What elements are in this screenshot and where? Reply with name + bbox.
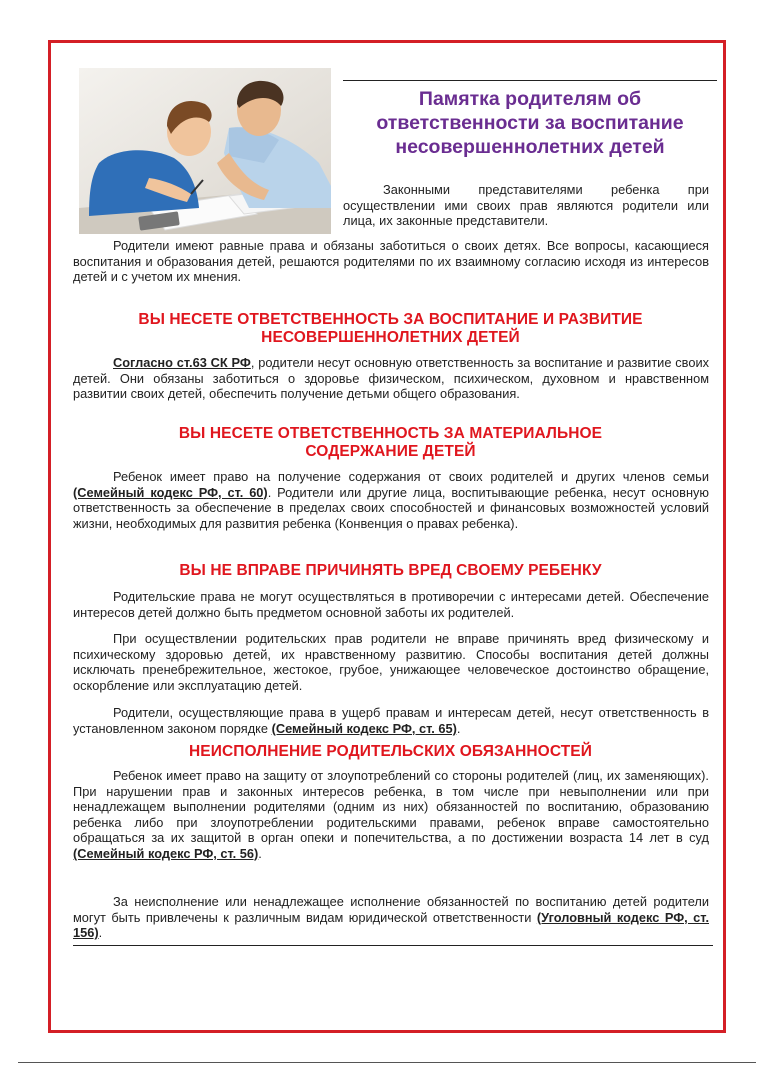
section2-law-reference: (Семейный кодекс РФ, ст. 60) (73, 484, 268, 500)
section1-law-reference: Согласно ст.63 СК РФ (113, 355, 251, 370)
section4-heading-text: НЕИСПОЛНЕНИЕ РОДИТЕЛЬСКИХ ОБЯЗАННОСТЕЙ (189, 743, 592, 760)
section1-heading-line-1: ВЫ НЕСЕТЕ ОТВЕТСТВЕННОСТЬ ЗА ВОСПИТАНИЕ И РАЗВИТИЕ (138, 311, 643, 328)
section3-heading-text: ВЫ НЕ ВПРАВЕ ПРИЧИНЯТЬ ВРЕД СВОЕМУ РЕБЕНКУ (179, 562, 602, 579)
section3-heading (73, 562, 708, 580)
section2-heading-line-1: ВЫ НЕСЕТЕ ОТВЕТСТВЕННОСТЬ ЗА МАТЕРИАЛЬНОЕ (178, 425, 603, 442)
title-line-2: ответственности за воспитание (376, 112, 684, 134)
section2-text-after: . Родители или другие лица, воспитывающие ребенка, несут основную ответственность за обеспечение в пределах своих способностей и финансовых возможностей условий жизни, необходимых для развития ребенка (Конвенция о правах ребенка). (73, 484, 710, 531)
section4-p2-before: За неисполнение или ненадлежащее исполнение обязанностей по воспитанию детей родители могут быть привлечены к различным видам юридической ответственности (73, 894, 709, 925)
homework-illustration (79, 68, 331, 234)
memo-frame (48, 40, 726, 1033)
section4-law-reference-2: (Уголовный кодекс РФ, ст. 156) (73, 909, 709, 941)
page-bottom-line (18, 1062, 756, 1063)
section1-text: , родители несут основную ответственность за воспитание и развитие своих детей. Они обязаны заботиться о здоровье физическом, психическом, духовном и нравственном развитии своих детей, обеспечить получение детьми общего образования. (73, 355, 709, 402)
intro-paragraph-1: Законными представителями ребенка при осуществлении ими своих прав являются родители или лица, их законные представители. (343, 182, 709, 229)
section4-p1-after: . (258, 845, 262, 861)
section4-p1-before: Ребенок имеет право на защиту от злоупотреблений со стороны родителей (лиц, их заменяющих). При нарушении прав и законных интересов ребенка, в том числе при невыполнении или при ненадлежащем выполнении родителями (одним из них) обязанностей по воспитанию, образованию ребенка либо при злоупотреблении родительскими правами, ребенок вправе самостоятельно обращаться за их защитой в орган опеки и попечительства, а по достижении возраста 14 лет в суд (73, 768, 709, 846)
section3-paragraph-2: При осуществлении родительских прав родители не вправе причинять вред физическому и психическому здоровью детей, их нравственному развитию. Способы воспитания детей должны исключать пренебрежительное, жестокое, грубое, унижающее человеческое достоинство обращение, оскорбление или эксплуатацию детей. (73, 631, 709, 693)
section3-paragraph-1: Родительские права не могут осуществляться в противоречии с интересами детей. Обеспечение интересов детей должно быть предметом основной заботы их родителей. (73, 589, 709, 620)
section1-heading (73, 311, 708, 347)
section4-law-reference-1: (Семейный кодекс РФ, ст. 56) (73, 845, 259, 861)
parent-child-photo (79, 68, 331, 234)
title-line-3: несовершеннолетних детей (395, 136, 665, 158)
section4-p2-after: . (98, 925, 103, 941)
section2-heading (73, 425, 708, 461)
title-line-1: Памятка родителям об (418, 88, 642, 110)
section3-paragraph-3 (73, 705, 709, 736)
section4-paragraph-1 (73, 768, 709, 862)
section2-paragraph (73, 469, 709, 531)
title-rule (343, 80, 717, 81)
section4-paragraph-2 (73, 894, 709, 941)
section3-law-reference: (Семейный кодекс РФ, ст. 65) (271, 720, 457, 736)
section4-heading (73, 743, 708, 761)
section2-heading-line-2: СОДЕРЖАНИЕ ДЕТЕЙ (305, 443, 476, 460)
section2-text-before: Ребенок имеет право на получение содержания от своих родителей и других членов семьи (113, 469, 709, 484)
section1-paragraph (73, 355, 709, 402)
bottom-rule (73, 945, 713, 946)
section1-heading-line-2: НЕСОВЕРШЕННОЛЕТНИХ ДЕТЕЙ (261, 329, 520, 346)
section3-p3-after: . (456, 720, 461, 736)
memo-title (341, 87, 719, 159)
section3-p3-before: Родители, осуществляющие права в ущерб правам и интересам детей, несут ответственность в установленном законом порядке (73, 705, 709, 736)
intro-paragraph-2: Родители имеют равные права и обязаны заботиться о своих детях. Все вопросы, касающиеся воспитания и образования детей, решаются родителями по их взаимному согласию исходя из интересов детей и с учетом их мнения. (73, 238, 709, 285)
